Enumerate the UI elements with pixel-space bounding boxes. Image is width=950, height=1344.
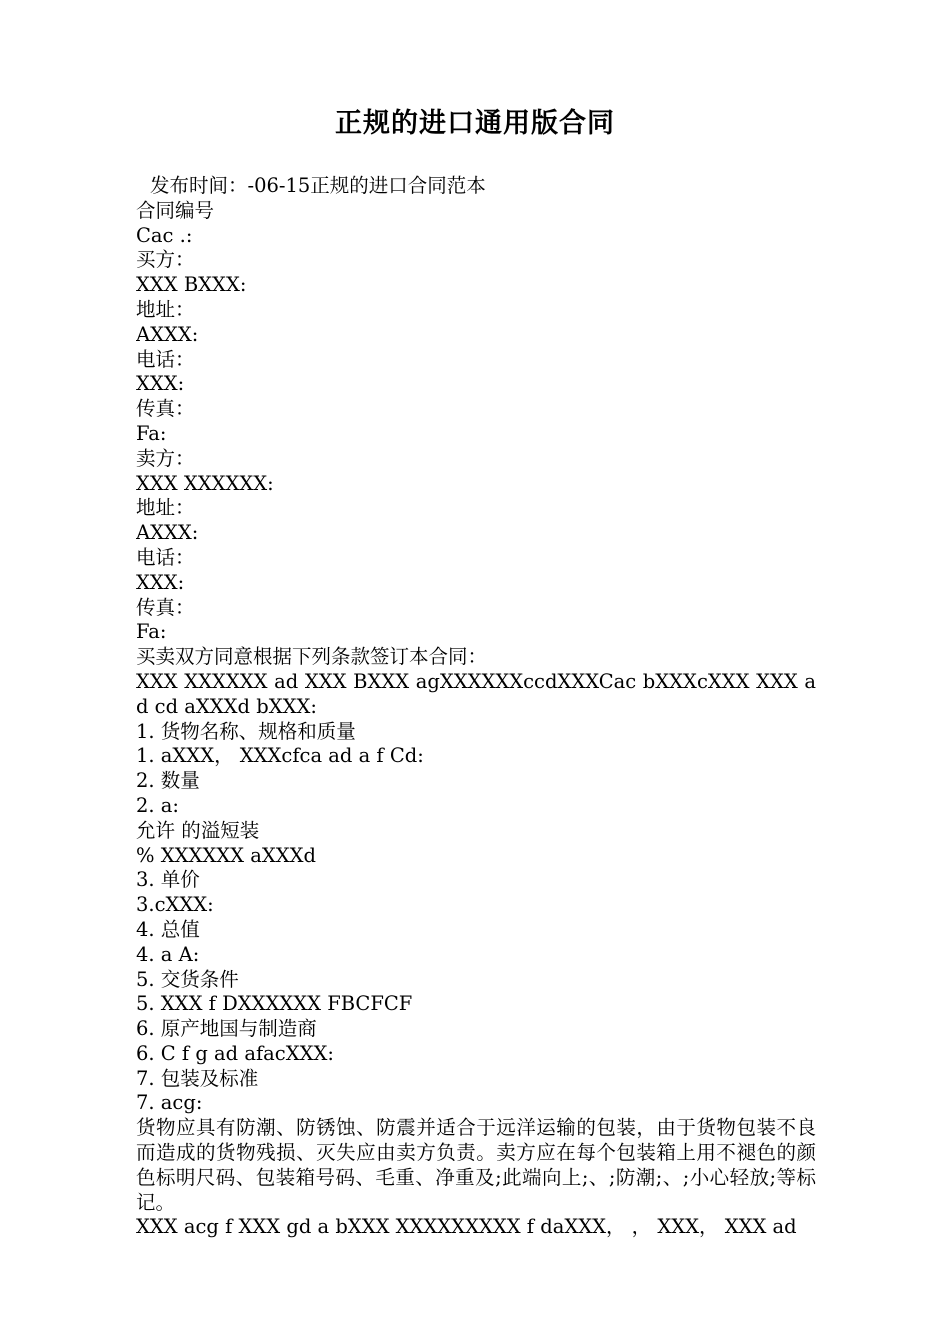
seller-fax-en: Fa:	[136, 620, 167, 644]
publish-date-line: 发布时间：-06-15正规的进口合同范本	[150, 174, 486, 197]
clause-7-title-cn: 7. 包装及标准	[136, 1066, 259, 1090]
seller-en: XXX XXXXXX:	[136, 471, 274, 495]
clause-5-title-en: 5. XXX f DXXXXXX FBCFCF	[136, 992, 413, 1016]
clause-2-title-en: 2. a:	[136, 793, 179, 817]
clause-1-title-cn: 1. 货物名称、规格和质量	[136, 719, 356, 743]
clause-7-title-en: 7. acg:	[136, 1091, 203, 1115]
clause-2-tolerance-cn: 允许 的溢短装	[136, 818, 260, 842]
document-body	[136, 174, 816, 1240]
packing-paragraph-cn: 货物应具有防潮、防锈蚀、防震并适合于远洋运输的包装，由于货物包装不良而造成的货物残损、灭失应由卖方负责。卖方应在每个包装箱上用不褪色的颜色标明尺码、包装箱号码、毛重、净重及;此端向上;、;防潮;、;小心轻放;等标记。	[136, 1116, 816, 1214]
buyer-fax-label: 传真：	[136, 397, 195, 421]
seller-label: 卖方：	[136, 446, 195, 470]
clause-3-title-cn: 3. 单价	[136, 868, 200, 892]
packing-paragraph-en-start: XXX acg f XXX gd a bXXX XXXXXXXXX f daXXX， ， XXX， XXX ad	[136, 1215, 797, 1239]
buyer-phone-en: XXX:	[136, 372, 185, 396]
clause-4-title-en: 4. a A:	[136, 942, 200, 966]
buyer-en: XXX BXXX:	[136, 273, 247, 297]
clause-1-title-en: 1. aXXX， XXXcfca ad a f Cd:	[136, 744, 424, 768]
seller-phone-en: XXX:	[136, 570, 185, 594]
buyer-label: 买方：	[136, 248, 195, 272]
buyer-phone-label: 电话：	[136, 347, 195, 371]
buyer-fax-en: Fa:	[136, 421, 167, 445]
agreement-statement-cn: 买卖双方同意根据下列条款签订本合同：	[136, 645, 488, 669]
clause-6-title-cn: 6. 原产地国与制造商	[136, 1017, 317, 1041]
clause-4-title-cn: 4. 总值	[136, 917, 200, 941]
clause-5-title-cn: 5. 交货条件	[136, 967, 239, 991]
clause-2-tolerance-en: % XXXXXX aXXXd	[136, 843, 316, 867]
contract-number-label: 合同编号	[136, 198, 215, 222]
seller-address-en: AXXX:	[136, 521, 199, 545]
contract-number-en: Cac .:	[136, 223, 193, 247]
buyer-address-en: AXXX:	[136, 322, 199, 346]
document-title: 正规的进口通用版合同	[335, 108, 615, 139]
agreement-statement-en: XXX XXXXXX ad XXX BXXX agXXXXXXccdXXXCac bXXXcXXX XXX ad cd aXXXd bXXX:	[136, 669, 816, 718]
seller-phone-label: 电话：	[136, 545, 195, 569]
clause-3-title-en: 3.cXXX:	[136, 893, 214, 917]
buyer-address-label: 地址：	[136, 297, 195, 321]
seller-fax-label: 传真：	[136, 595, 195, 619]
clause-2-title-cn: 2. 数量	[136, 769, 200, 793]
seller-address-label: 地址：	[136, 496, 195, 520]
clause-6-title-en: 6. C f g ad afacXXX:	[136, 1041, 334, 1065]
